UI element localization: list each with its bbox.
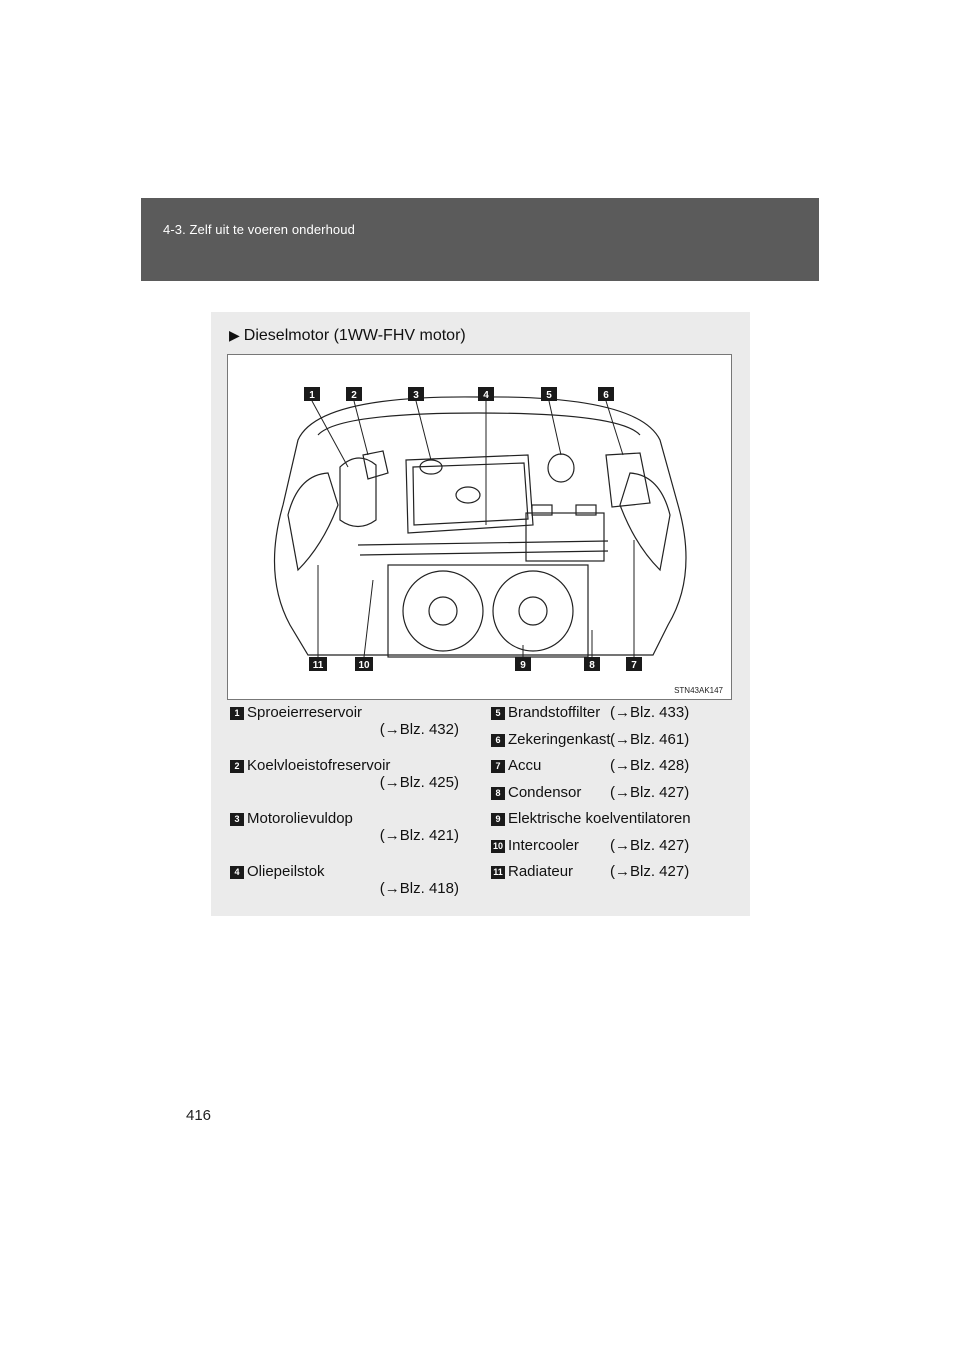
legend-item [491, 731, 741, 758]
item-label: Motorolievuldop [247, 810, 353, 827]
panel-title-text: Dieselmotor (1WW-FHV motor) [243, 327, 466, 344]
page-reference: (→Blz. 425) [379, 774, 459, 791]
page-reference: (→Blz. 432) [379, 721, 459, 738]
page-reference: (→Blz. 433) [610, 704, 690, 721]
legend-item [491, 837, 741, 864]
callout-9 [515, 657, 531, 671]
legend-item [491, 863, 741, 890]
svg-text:3: 3 [413, 390, 419, 401]
legend-item [491, 810, 741, 837]
page-reference: (→Blz. 418) [379, 880, 459, 897]
item-label: Elektrische koelventilatoren [508, 810, 691, 827]
svg-text:9: 9 [520, 660, 526, 671]
item-label: Sproeierreservoir [247, 704, 363, 721]
svg-text:4: 4 [483, 390, 489, 401]
item-label: Koelvloeistofreservoir [247, 757, 391, 774]
svg-text:7: 7 [631, 660, 637, 671]
legend-item [491, 757, 741, 784]
content-panel [211, 312, 750, 916]
legend-left [230, 704, 462, 916]
number-badge: 6 [491, 734, 505, 747]
item-label: Brandstoffilter [508, 704, 601, 721]
svg-text:10: 10 [358, 660, 370, 671]
engine-bay-illustration [227, 354, 732, 700]
callout-6 [598, 387, 614, 401]
callout-11 [309, 657, 327, 671]
page-reference: (→Blz. 427) [610, 836, 690, 854]
legend-item [230, 757, 462, 810]
callout-7 [626, 657, 642, 671]
callout-10 [355, 657, 373, 671]
legend-item [230, 704, 462, 757]
svg-text:6: 6 [603, 390, 609, 401]
item-label: Zekeringenkast [508, 730, 611, 748]
callout-1 [304, 387, 320, 401]
triangle-bullet-icon: ▶ [229, 327, 240, 343]
callout-8 [584, 657, 600, 671]
page-reference: (→Blz. 427) [610, 863, 690, 880]
svg-text:8: 8 [589, 660, 595, 671]
page-reference: (→Blz. 428) [610, 757, 690, 774]
svg-text:11: 11 [312, 660, 324, 671]
engine-drawing [228, 355, 731, 699]
callout-2 [346, 387, 362, 401]
legend-item [230, 863, 462, 916]
number-badge: 1 [230, 707, 244, 720]
number-badge: 10 [492, 840, 503, 851]
section-label: 4-3. Zelf uit te voeren onderhoud [163, 222, 355, 237]
svg-text:2: 2 [351, 390, 357, 401]
panel-title [229, 327, 466, 345]
page-reference: (→Blz. 427) [610, 783, 690, 801]
engine-linework [274, 397, 686, 657]
item-label: Accu [508, 757, 542, 774]
page-number: 416 [186, 1107, 212, 1124]
callout-4 [478, 387, 494, 401]
legend-item [491, 704, 741, 731]
number-badge: 8 [491, 787, 505, 800]
figure-code: STN43AK147 [674, 686, 723, 695]
number-badge: 2 [230, 760, 244, 773]
page-reference: (→Blz. 461) [610, 730, 690, 748]
item-label: Condensor [508, 783, 582, 801]
number-badge: 11 [491, 866, 505, 879]
number-badge: 5 [491, 707, 505, 720]
page-reference: (→Blz. 421) [379, 827, 459, 844]
callout-5 [541, 387, 557, 401]
item-label: Oliepeilstok [247, 863, 325, 880]
svg-text:1: 1 [309, 390, 315, 401]
number-badge: 9 [491, 813, 505, 826]
item-label: Intercooler [508, 836, 579, 854]
legend-item [230, 810, 462, 863]
number-badge: 4 [230, 866, 244, 879]
number-badge: 7 [491, 760, 505, 773]
callout-3 [408, 387, 424, 401]
item-label: Radiateur [508, 863, 574, 880]
number-badge: 3 [230, 813, 244, 826]
legend-right [491, 704, 741, 890]
svg-text:5: 5 [546, 390, 552, 401]
legend-item [491, 784, 741, 811]
header-bar [141, 198, 819, 281]
